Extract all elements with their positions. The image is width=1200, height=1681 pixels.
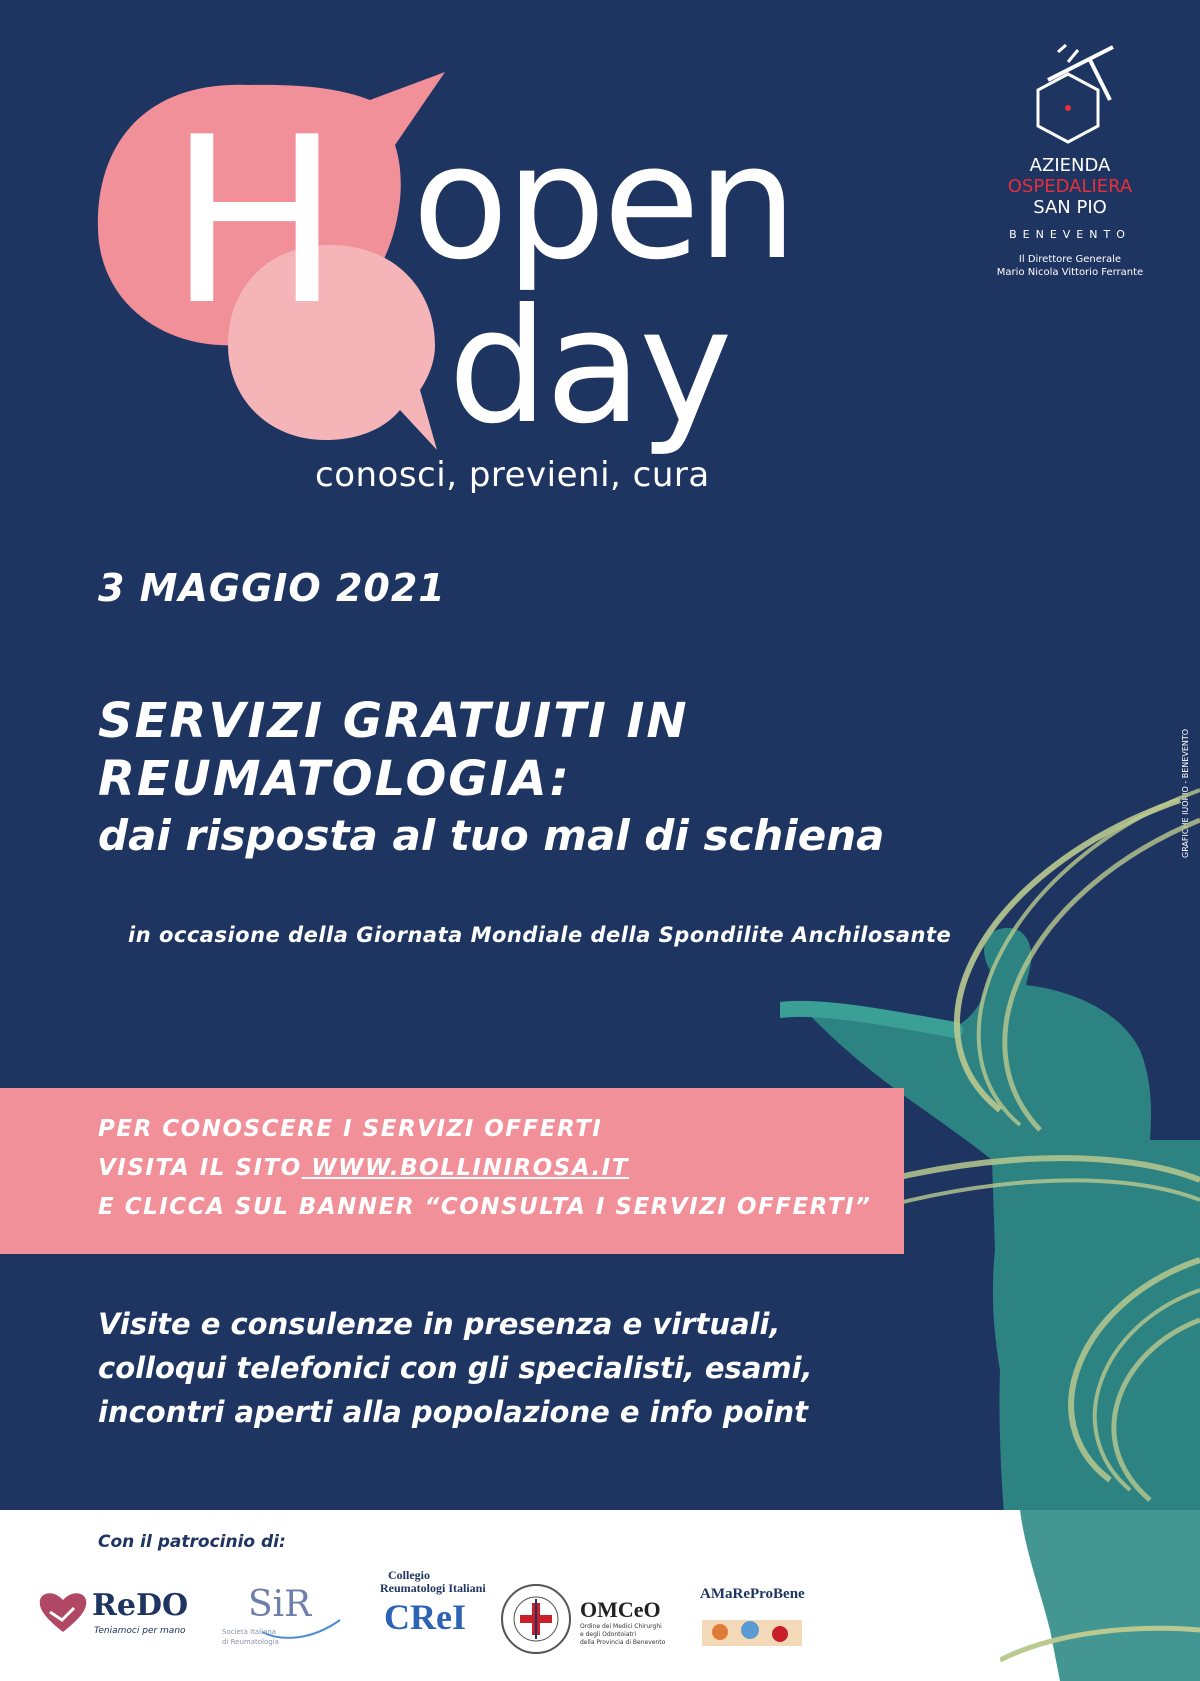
title-tagline: conosci, previeni, cura — [315, 455, 710, 495]
redo-sub: Teniamoci per mano — [94, 1626, 186, 1636]
hospital-logo — [985, 155, 1155, 279]
services-line2: colloqui telefonici con gli specialisti, esami, — [98, 1351, 813, 1385]
org-line2: OSPEDALIERA — [1007, 176, 1133, 197]
services-line1: Visite e consulenze in presenza e virtuali, — [98, 1307, 781, 1341]
occasion-text: in occasione della Giornata Mondiale della Spondilite Anchilosante — [128, 923, 952, 947]
amareprobene-name: AMaReProBene — [700, 1586, 805, 1602]
crei-top2: Reumatologi Italiani — [380, 1581, 486, 1595]
headline-line1: SERVIZI GRATUITI IN — [98, 693, 689, 749]
sir-logo — [222, 1582, 352, 1652]
heart-hands-icon — [38, 1590, 88, 1634]
services-line3: incontri aperti alla popolazione e info point — [98, 1395, 809, 1429]
info-banner — [0, 1088, 904, 1254]
omceo-sub3: della Provincia di Benevento — [580, 1639, 666, 1646]
event-date: 3 MAGGIO 2021 — [98, 566, 446, 610]
omceo-name: OMCeO — [580, 1597, 661, 1622]
amareprobene-logo — [700, 1586, 810, 1656]
info-line2 — [98, 1155, 629, 1181]
sir-sub1: Società Italiana — [222, 1628, 277, 1636]
sir-name: SiR — [248, 1584, 312, 1625]
org-city: BENEVENTO — [1009, 228, 1131, 241]
title-word-open: open — [412, 111, 795, 295]
patronage-label: Con il patrocinio di: — [98, 1532, 286, 1552]
crei-logo — [380, 1568, 486, 1658]
redo-logo — [38, 1588, 198, 1638]
director-name: Mario Nicola Vittorio Ferrante — [996, 267, 1144, 278]
crei-name: CReI — [384, 1597, 466, 1637]
sir-sub2: di Reumatologia — [222, 1638, 279, 1646]
bollinirosa-link[interactable]: WWW.BOLLINIROSA.IT — [301, 1155, 629, 1181]
redo-name: ReDO — [92, 1588, 189, 1623]
figure-legs-illustration — [1000, 1510, 1200, 1681]
info-line3: E CLICCA SUL BANNER “CONSULTA I SERVIZI OFFERTI” — [98, 1194, 872, 1220]
headline-line2: REUMATOLOGIA: — [98, 751, 571, 807]
org-line1: AZIENDA — [1029, 155, 1111, 176]
headline-line3: dai risposta al tuo mal di schiena — [98, 811, 885, 860]
info-line1: PER CONOSCERE I SERVIZI OFFERTI — [98, 1116, 603, 1142]
director-title: Il Direttore Generale — [1018, 254, 1122, 265]
hospital-house-icon — [1028, 42, 1118, 152]
hands-icon — [702, 1610, 802, 1654]
side-credit: GRAFICHE IUORIO - BENEVENTO — [1181, 728, 1190, 858]
info-line2-prefix: VISITA IL SITO — [98, 1155, 302, 1181]
crei-top1: Collegio — [388, 1568, 430, 1582]
omceo-sub1: Ordine dei Medici Chirurghi — [580, 1623, 662, 1630]
org-line3: SAN PIO — [1033, 197, 1107, 218]
omceo-seal-icon — [500, 1583, 572, 1655]
title-letter-h: H — [168, 89, 341, 356]
omceo-logo — [500, 1583, 675, 1655]
omceo-sub2: e degli Odontoiatri — [580, 1631, 637, 1638]
title-word-day: day — [448, 275, 730, 459]
services-text — [98, 1302, 813, 1434]
headline — [98, 692, 884, 864]
